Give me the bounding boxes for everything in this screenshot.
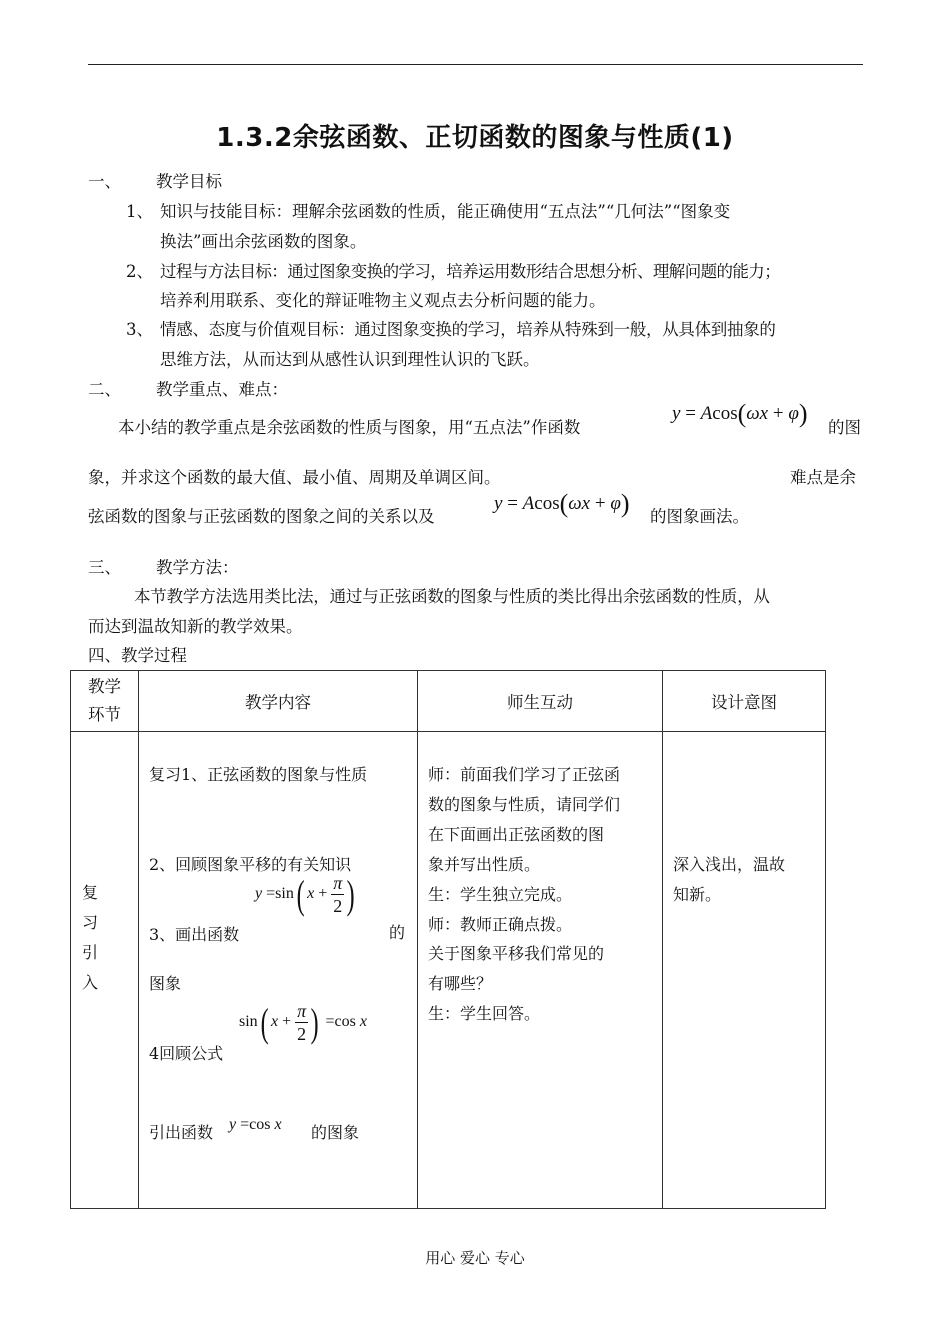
content-item-5a: 引出函数: [149, 1123, 214, 1142]
stage-char-3: 引: [82, 943, 99, 962]
objective-2-line-1: 过程与方法目标：通过图象变换的学习，培养运用数形结合思想分析、理解问题的能力；: [160, 262, 781, 281]
section-4-heading: 四、教学过程: [88, 646, 187, 665]
formula-y-sin-shift: y =sin( x + $\frac{\pi}{2}$ ): [255, 871, 355, 917]
formula-y-acos-2: y = Acos(ωx + φ): [494, 489, 630, 518]
content-item-5b: 的图象: [311, 1123, 360, 1142]
objective-2-line-2: 培养利用联系、变化的辩证唯物主义观点去分析问题的能力。: [160, 291, 606, 310]
interaction-line-9: 生：学生回答。: [428, 1004, 541, 1023]
objective-1-number: 1、: [126, 202, 153, 221]
content-item-3a: 3、画出函数: [149, 925, 240, 944]
section-1-heading: 教学目标: [156, 172, 222, 191]
keypoint-text-3a: 弦函数的图象与正弦函数的图象之间的关系以及: [88, 507, 435, 526]
objective-3-line-1: 情感、态度与价值观目标：通过图象变换的学习，培养从特殊到一般，从具体到抽象的: [160, 320, 776, 339]
interaction-line-7: 关于图象平移我们常见的: [428, 944, 605, 963]
interaction-line-3: 在下面画出正弦函数的图: [428, 825, 605, 844]
header-intent: 设计意图: [663, 671, 826, 732]
interaction-line-1: 师：前面我们学习了正弦函: [428, 765, 621, 784]
content-item-4: 4回顾公式: [149, 1044, 224, 1063]
keypoint-text-3b: 的图象画法。: [650, 507, 749, 526]
header-stage: [71, 671, 139, 732]
interaction-line-4: 象并写出性质。: [428, 855, 541, 874]
teaching-process-table: [70, 670, 826, 1209]
section-1-number: 一、: [88, 172, 121, 191]
keypoint-text-1b: 的图: [828, 418, 861, 437]
table-row: [71, 732, 826, 1209]
header-stage-line-1: 教学: [88, 677, 121, 696]
interaction-line-6: 师：教师正确点拨。: [428, 915, 573, 934]
stage-char-1: 复: [82, 883, 99, 902]
method-line-2: 而达到温故知新的教学效果。: [88, 617, 303, 636]
method-line-1: 本节教学方法选用类比法，通过与正弦函数的图象与性质的类比得出余弦函数的性质，从: [134, 587, 770, 606]
keypoint-text-2b: 难点是余: [790, 468, 856, 487]
content-item-3c: 图象: [149, 974, 182, 993]
stage-char-4: 入: [82, 973, 99, 992]
intent-line-1: 深入浅出，温故: [673, 855, 786, 874]
interaction-line-2: 数的图象与性质，请同学们: [428, 795, 621, 814]
objective-1-line-1: 知识与技能目标：理解余弦函数的性质，能正确使用“五点法”“几何法”“图象变: [160, 202, 731, 221]
section-3-heading: 教学方法：: [156, 558, 239, 577]
section-2-number: 二、: [88, 380, 121, 399]
objective-2-number: 2、: [126, 262, 153, 281]
header-stage-line-2: 环节: [88, 705, 121, 724]
intent-line-2: 知新。: [673, 885, 722, 904]
table-header-row: [71, 671, 826, 732]
formula-y-acos-1: y = Acos(ωx + φ): [672, 399, 808, 428]
stage-char-2: 习: [82, 913, 99, 932]
content-item-2: 2、回顾图象平移的有关知识: [149, 855, 352, 874]
formula-sin-cos-identity: sin( x + $\frac{\pi}{2}$ ) =cos x: [239, 999, 367, 1045]
header-interaction: 师生互动: [418, 671, 663, 732]
formula-y-cos: y =cos x: [229, 1116, 282, 1133]
content-item-3b: 的: [389, 923, 406, 942]
keypoint-text-2a: 象，并求这个函数的最大值、最小值、周期及单调区间。: [88, 468, 501, 487]
section-2-heading: 教学重点、难点：: [156, 380, 288, 399]
intent-cell: [663, 732, 826, 1209]
objective-1-line-2: 换法”画出余弦函数的图象。: [160, 232, 367, 251]
stage-cell: [71, 732, 139, 1209]
page-footer: 用心 爱心 专心: [425, 1249, 525, 1267]
page-title: 1.3.2余弦函数、正切函数的图象与性质(1): [216, 123, 734, 153]
content-cell: [139, 732, 418, 1209]
objective-3-line-2: 思维方法，从而达到从感性认识到理性认识的飞跃。: [160, 350, 540, 369]
header-content: 教学内容: [139, 671, 418, 732]
interaction-line-8: 有哪些？: [428, 974, 493, 993]
header-rule: [88, 64, 863, 65]
keypoint-text-1a: 本小结的教学重点是余弦函数的性质与图象，用“五点法”作函数: [118, 418, 581, 437]
section-3-number: 三、: [88, 558, 121, 577]
interaction-line-5: 生：学生独立完成。: [428, 885, 573, 904]
objective-3-number: 3、: [126, 320, 153, 339]
interaction-cell: [418, 732, 663, 1209]
content-item-1: 复习1、正弦函数的图象与性质: [149, 765, 368, 784]
